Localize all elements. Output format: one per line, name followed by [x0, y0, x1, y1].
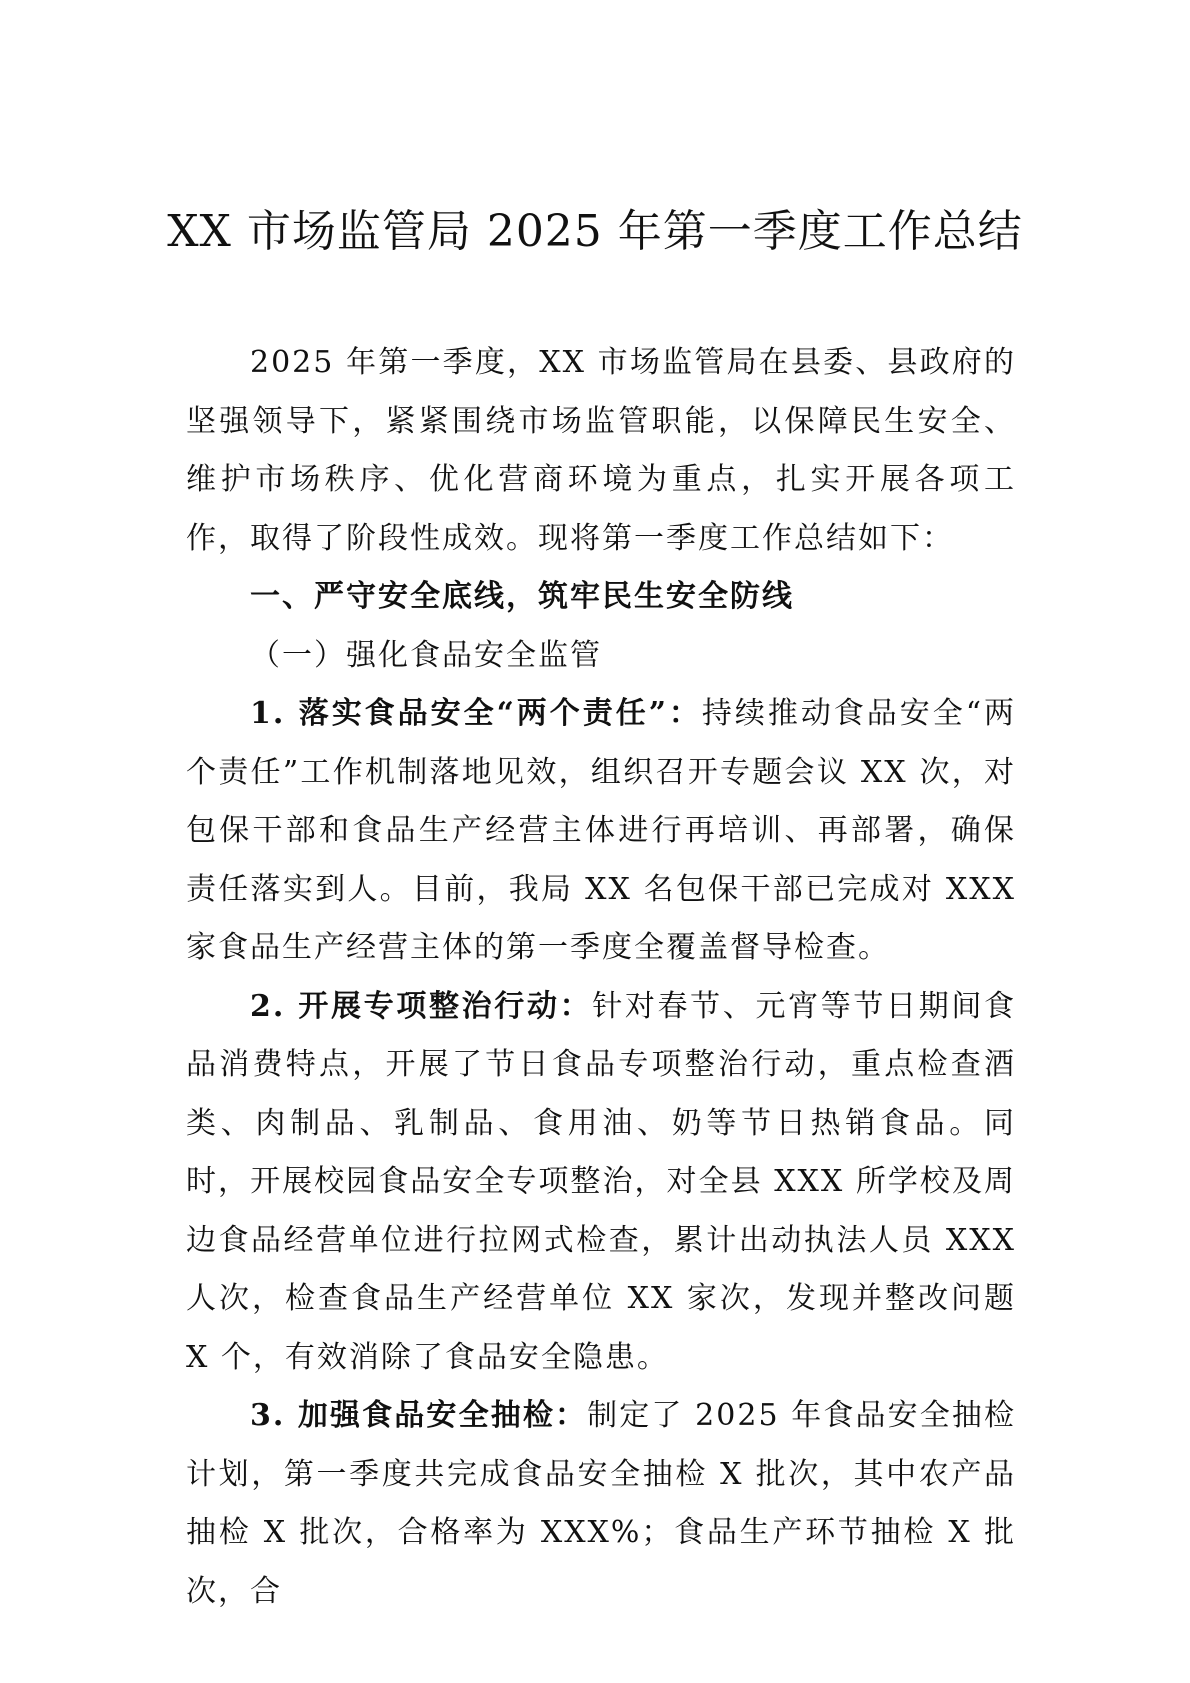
item-paragraph-3 — [186, 1387, 1016, 1621]
item-lead: 1. 落实食品安全“两个责任”： — [250, 696, 702, 731]
item-text: 针对春节、元宵等节日期间食品消费特点，开展了节日食品专项整治行动，重点检查酒类、肉制品、乳制品、食用油、奶等节日热销食品。同时，开展校园食品安全专项整治，对全县 XXX 所学校及周边食品经营单位进行拉网式检查，累计出动执法人员 XXX 人次，检查食品生产经营单位 XX 家次，发现并整改问题 X 个，有效消除了食品安全隐患。 — [186, 988, 1016, 1375]
subsection-heading: （一）强化食品安全监管 — [250, 637, 602, 673]
item-paragraph-1 — [186, 685, 1016, 978]
item-lead: 2. 开展专项整治行动： — [250, 988, 593, 1024]
item-paragraph-2 — [186, 978, 1016, 1388]
document-body — [186, 334, 1016, 1621]
item-text: 持续推动食品安全“两个责任”工作机制落地见效，组织召开专题会议 XX 次，对包保干部和食品生产经营主体进行再培训、再部署，确保责任落实到人。目前，我局 XX 名包保干部已完成对 XXX 家食品生产经营主体的第一季度全覆盖督导检查。 — [186, 696, 1016, 965]
intro-paragraph: 2025 年第一季度，XX 市场监管局在县委、县政府的坚强领导下，紧紧围绕市场监管职能，以保障民生安全、维护市场秩序、优化营商环境为重点，扎实开展各项工作，取得了阶段性成效。现将第一季度工作总结如下： — [186, 345, 1016, 556]
item-text: 制定了 2025 年食品安全抽检计划，第一季度共完成食品安全抽检 X 批次，其中农产品抽检 X 批次，合格率为 XXX%；食品生产环节抽检 X 批次，合 — [186, 1398, 1017, 1609]
item-lead: 3. 加强食品安全抽检： — [250, 1398, 588, 1433]
section-heading: 一、严守安全底线，筑牢民生安全防线 — [250, 579, 794, 614]
document-title: XX 市场监管局 2025 年第一季度工作总结 — [167, 206, 1023, 257]
